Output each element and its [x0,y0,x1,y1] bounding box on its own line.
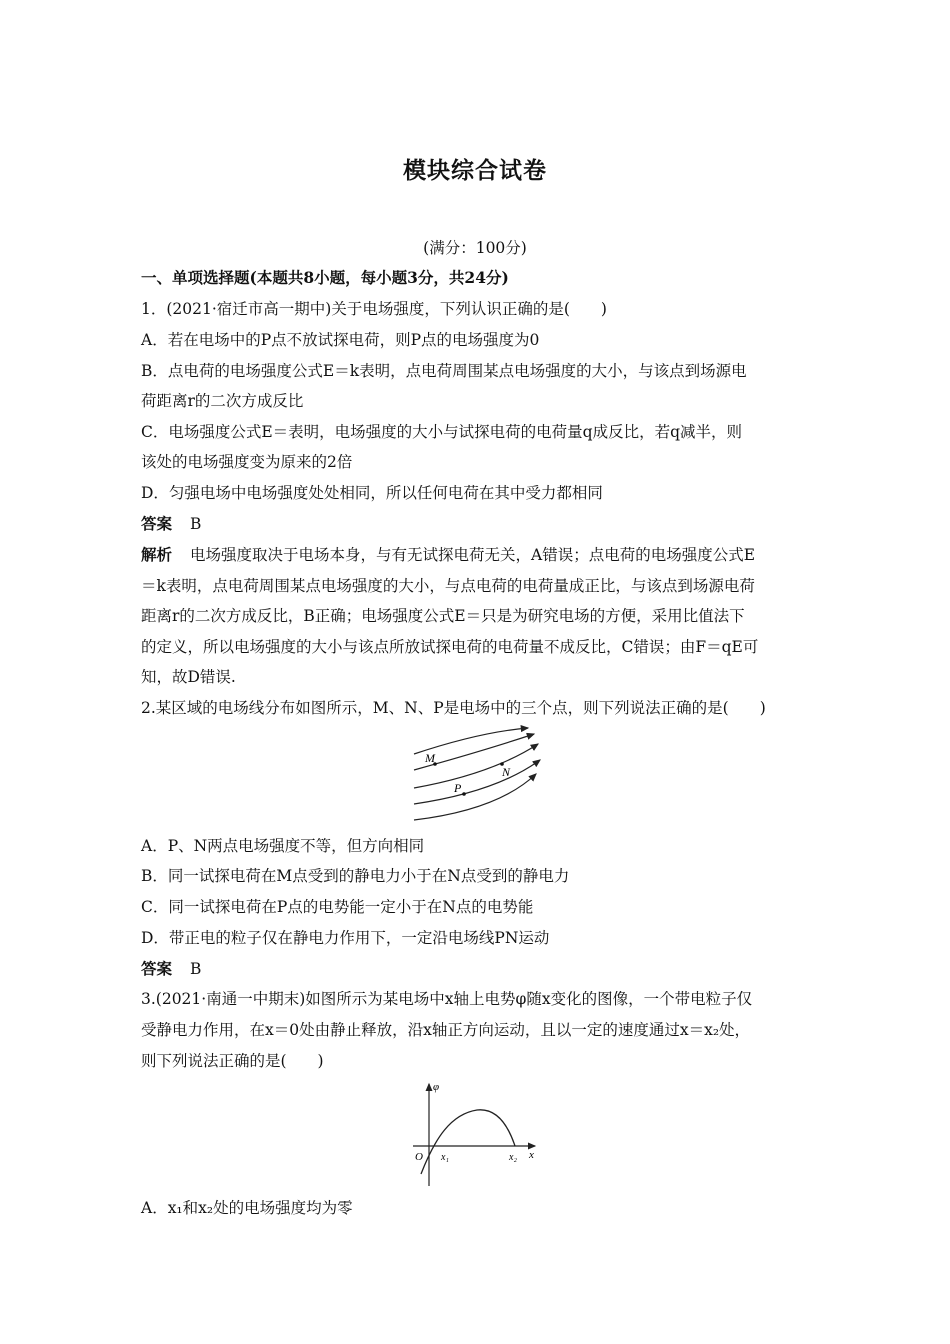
field-line-5 [414,774,536,820]
q3-stem-line1: 3.(2021·南通一中期末)如图所示为某电场中x轴上电势φ随x变化的图像，一个带电粒子仅 [141,990,753,1008]
q1-option-b-line1: B．点电荷的电场强度公式E＝k表明，点电荷周围某点电场强度的大小，与该点到场源电 [141,362,747,380]
q2-option-a: A．P、N两点电场强度不等，但方向相同 [141,837,425,855]
q1-option-c-line2: 该处的电场强度变为原来的2倍 [141,453,353,471]
q3-stem-line2: 受静电力作用，在x＝0处由静止释放，沿x轴正方向运动，且以一定的速度通过x＝x₂处， [141,1021,751,1039]
q2-option-b: B．同一试探电荷在M点受到的静电力小于在N点受到的静电力 [141,867,570,885]
label-n: N [502,765,511,779]
label-m: M [425,751,435,765]
analysis-text: 电场强度取决于电场本身，与有无试探电荷无关，A错误；点电荷的电场强度公式E [190,546,756,564]
answer-label: 答案 [141,514,173,533]
page-title: 模块综合试卷 [403,158,547,184]
phi-curve [421,1110,515,1174]
full-score: (满分：100分) [423,239,527,257]
q2-answer [141,959,811,979]
field-line-4 [414,760,540,804]
label-p: P [454,781,462,795]
potential-graph-figure [405,1076,545,1190]
q1-analysis-line5: 知，故D错误. [141,668,236,686]
analysis-label: 解析 [141,545,173,564]
q3-stem-line3: 则下列说法正确的是( ) [141,1052,324,1070]
label-x: x [529,1149,534,1161]
q2-stem: 2.某区域的电场线分布如图所示，M、N、P是电场中的三个点，则下列说法正确的是( ) [141,699,766,717]
q1-option-b-line2: 荷距离r的二次方成反比 [141,392,304,410]
electric-field-lines-figure [410,722,550,828]
section-heading: 一、单项选择题(本题共8小题，每小题3分，共24分) [141,268,509,287]
answer-value: B [190,515,202,533]
q3-option-a: A．x₁和x₂处的电场强度均为零 [141,1199,353,1217]
label-origin: O [415,1151,423,1163]
label-x1: x₁ [441,1152,449,1163]
point-p [462,792,466,796]
q1-answer [141,514,811,534]
label-phi: φ [433,1081,440,1093]
answer-value: B [190,960,202,978]
q2-option-c: C．同一试探电荷在P点的电势能一定小于在N点的电势能 [141,898,534,916]
q1-option-d: D．匀强电场中电场强度处处相同，所以任何电荷在其中受力都相同 [141,484,603,502]
q1-option-c-line1: C．电场强度公式E＝表明，电场强度的大小与试探电荷的电荷量q成反比，若q减半，则 [141,423,743,441]
q1-analysis-line4: 的定义，所以电场强度的大小与该点所放试探电荷的电荷量不成反比，C错误；由F＝qE可 [141,638,759,656]
answer-label: 答案 [141,959,173,978]
q1-analysis-line2: ＝k表明，点电荷周围某点电场强度的大小，与点电荷的电荷量成正比，与该点到场源电荷 [141,577,755,595]
q1-stem: 1．(2021·宿迁市高一期中)关于电场强度，下列认识正确的是( ) [141,300,607,318]
q2-option-d: D．带正电的粒子仅在静电力作用下，一定沿电场线PN运动 [141,929,550,947]
q1-analysis-line3: 距离r的二次方成反比，B正确；电场强度公式E＝只是为研究电场的方便，采用比值法下 [141,607,745,625]
q1-option-a: A．若在电场中的P点不放试探电荷，则P点的电场强度为0 [141,331,540,349]
label-x2: x₂ [509,1152,517,1163]
q1-analysis-line1 [141,545,811,565]
